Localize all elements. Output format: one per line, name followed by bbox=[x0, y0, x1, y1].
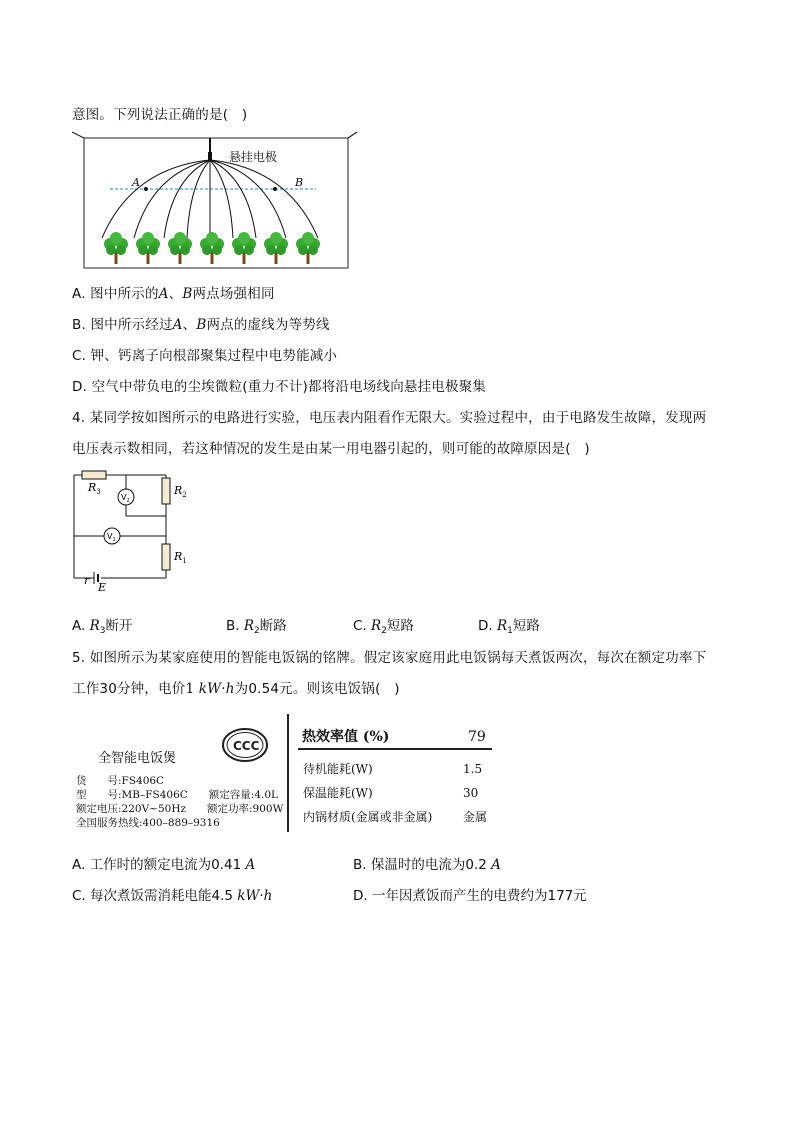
internal-resistance-label: r bbox=[84, 574, 90, 587]
emf-label: E bbox=[98, 581, 107, 594]
q5-stem-line1: 5. 如图所示为某家庭使用的智能电饭锅的铭牌。假定该家庭用此电饭锅每天煮饭两次，每次在额定功率下 bbox=[72, 650, 707, 666]
spec-row-value: 金属 bbox=[463, 810, 488, 824]
tree-row bbox=[104, 232, 320, 264]
q3-option-b[interactable]: B. 图中所示经过A、B两点的虚线为等势线 bbox=[72, 317, 330, 333]
electrode-field-figure bbox=[72, 128, 362, 273]
v2-label: $V_2$ bbox=[121, 493, 130, 504]
q4-stem-line2: 电压表示数相同，若这种情况的发生是由某一用电器引起的，则可能的故障原因是( ) bbox=[72, 441, 590, 457]
r1-label: $R_1$ bbox=[174, 550, 187, 565]
q4-option-b[interactable]: B. $R_2$断路 bbox=[226, 618, 287, 636]
spec-row-label: 保温能耗(W) bbox=[303, 786, 373, 800]
nameplate-row1: 货 号:FS406C bbox=[76, 775, 165, 787]
q5-option-a[interactable]: A. 工作时的额定电流为0.41 A bbox=[72, 857, 256, 873]
spec-row-label: 待机能耗(W) bbox=[303, 762, 373, 776]
v1-label: $V_1$ bbox=[107, 532, 116, 543]
spec-header-value: 79 bbox=[468, 729, 486, 745]
spec-row-label: 内锅材质(金属或非金属) bbox=[303, 810, 433, 824]
electrode-label: 悬挂电极 bbox=[229, 150, 278, 164]
r2-label: $R_2$ bbox=[174, 484, 187, 499]
q3-stem: 意图。下列说法正确的是( ) bbox=[72, 107, 248, 123]
rice-cooker-nameplate bbox=[70, 710, 510, 835]
r3-label: $R_3$ bbox=[88, 481, 101, 496]
spec-header-label: 热效率值 (%) bbox=[302, 729, 390, 745]
q4-option-a[interactable]: A. $R_3$断开 bbox=[72, 618, 133, 636]
nameplate-row2: 型 号:MB–FS406C 额定容量:4.0L bbox=[76, 789, 279, 801]
q5-option-b[interactable]: B. 保温时的电流为0.2 A bbox=[353, 857, 501, 873]
q4-option-d[interactable]: D. $R_1$短路 bbox=[478, 618, 540, 636]
ccc-logo-icon bbox=[223, 729, 267, 761]
q5-option-c[interactable]: C. 每次煮饭需消耗电能4.5 kW·h bbox=[72, 888, 273, 904]
q3-option-d[interactable]: D. 空气中带负电的尘埃微粒(重力不计)都将沿电场线向悬挂电极聚集 bbox=[72, 379, 487, 395]
q4-stem-line1: 4. 某同学按如图所示的电路进行实验，电压表内阻看作无限大。实验过程中，由于电路发生故障，发现两 bbox=[72, 410, 707, 426]
point-b-label: B bbox=[295, 176, 304, 189]
nameplate-title: 全智能电饭煲 bbox=[98, 751, 177, 766]
spec-row-value: 30 bbox=[463, 786, 479, 800]
circuit-diagram bbox=[66, 464, 206, 596]
point-a-label: A bbox=[132, 176, 140, 189]
q5-option-d[interactable]: D. 一年因煮饭而产生的电费约为177元 bbox=[353, 888, 587, 904]
svg-text:CCC: CCC bbox=[233, 739, 260, 753]
q5-stem-line2: 工作30分钟，电价1 kW·h为0.54元。则该电饭锅( ) bbox=[72, 681, 400, 697]
nameplate-row3: 额定电压:220V~50Hz 额定功率:900W bbox=[76, 803, 284, 815]
q4-option-c[interactable]: C. $R_2$短路 bbox=[353, 618, 414, 636]
q3-option-c[interactable]: C. 钾、钙离子向根部聚集过程中电势能减小 bbox=[72, 348, 338, 364]
spec-row-value: 1.5 bbox=[463, 762, 483, 776]
q3-option-a[interactable]: A. 图中所示的A、B两点场强相同 bbox=[72, 286, 275, 302]
nameplate-row4: 全国服务热线:400–889–9316 bbox=[76, 817, 220, 829]
